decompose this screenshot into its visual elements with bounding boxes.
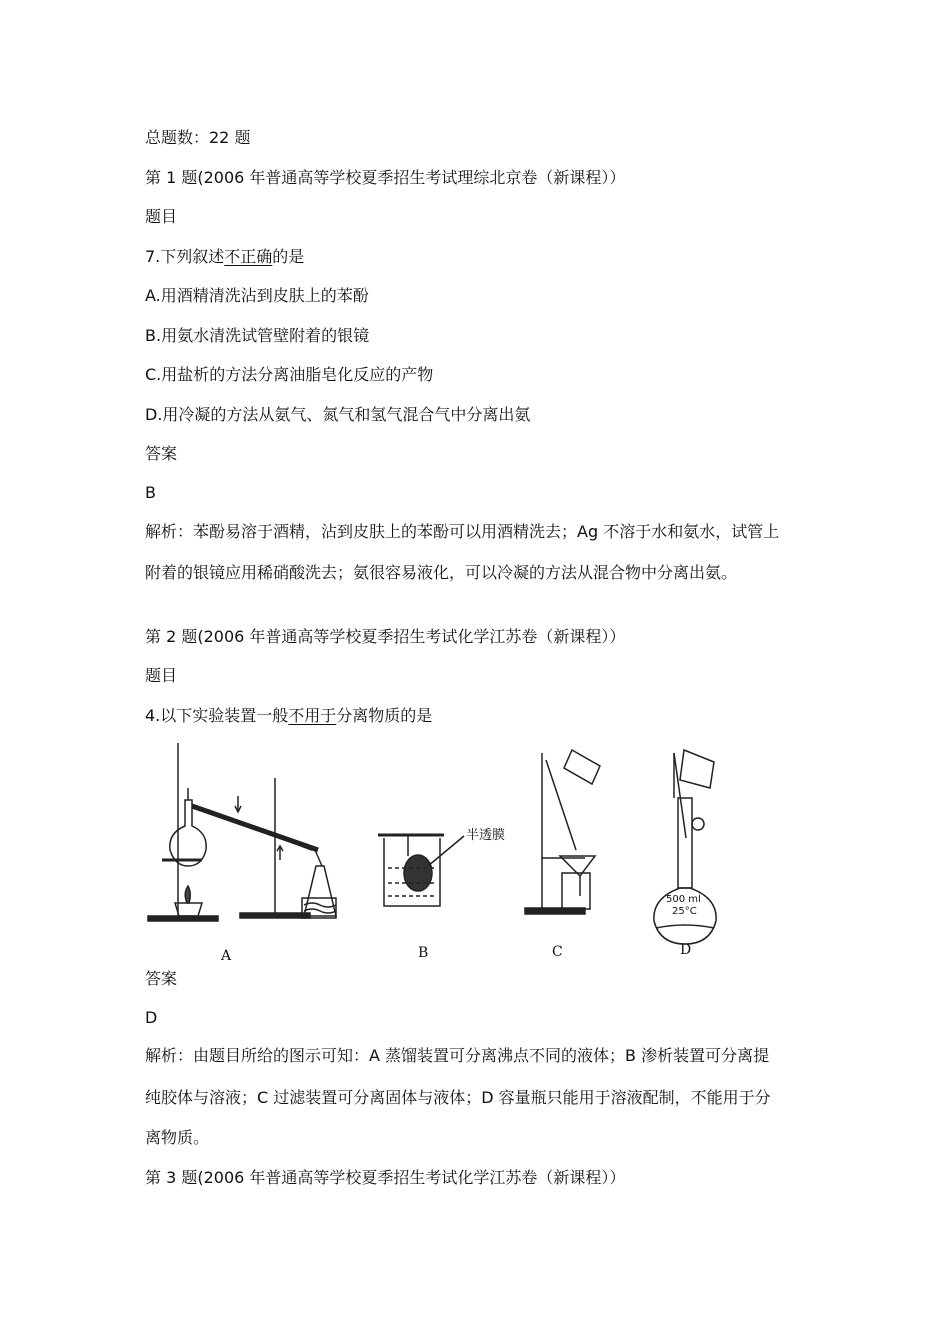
q1-stem-pre: 7.下列叙述 — [145, 247, 225, 266]
q1-answer: B — [145, 483, 156, 502]
q2-stem-underlined: 不用于 — [288, 706, 337, 725]
flask-volume: 500 ml — [666, 894, 701, 905]
distillation-apparatus — [148, 743, 336, 921]
filtration-apparatus — [525, 750, 600, 914]
q2-analysis-line-2: 纯胶体与溶液；C 过滤装置可分离固体与液体；D 容量瓶只能用于溶液配制，不能用于分 — [145, 1088, 771, 1107]
q2-section-label: 题目 — [145, 666, 178, 685]
q1-analysis-line-2: 附着的银镜应用稀硝酸洗去；氨很容易液化，可以冷凝的方法从混合物中分离出氨。 — [145, 563, 738, 582]
membrane-label: 半透膜 — [466, 828, 506, 843]
label-b: B — [418, 945, 429, 961]
q2-analysis-line-3: 离物质。 — [145, 1128, 210, 1147]
label-a: A — [221, 948, 232, 964]
q2-header: 第 2 题(2006 年普通高等学校夏季招生考试化学江苏卷（新课程）） — [145, 627, 626, 646]
q1-option-c: C.用盐析的方法分离油脂皂化反应的产物 — [145, 365, 434, 384]
q3-header: 第 3 题(2006 年普通高等学校夏季招生考试化学江苏卷（新课程）） — [145, 1168, 626, 1187]
q1-option-d: D.用冷凝的方法从氨气、氮气和氢气混合气中分离出氨 — [145, 405, 531, 424]
flask-temp: 25°C — [672, 906, 697, 917]
q1-section-label: 题目 — [145, 207, 178, 226]
q1-stem — [145, 246, 304, 268]
q1-option-a: A.用酒精清洗沾到皮肤上的苯酚 — [145, 286, 369, 305]
q2-answer: D — [145, 1008, 158, 1027]
q2-analysis-line-1: 解析：由题目所给的图示可知：A 蒸馏装置可分离沸点不同的液体；B 渗析装置可分离提 — [145, 1046, 770, 1065]
q1-analysis-line-1: 解析：苯酚易溶于酒精，沾到皮肤上的苯酚可以用酒精洗去；Ag 不溶于水和氨水，试管上 — [145, 522, 780, 541]
q1-stem-post: 的是 — [272, 247, 305, 266]
q1-answer-label: 答案 — [145, 444, 178, 463]
q1-stem-underlined: 不正确 — [224, 247, 273, 266]
apparatus-figure — [140, 738, 740, 968]
apparatus-drawing — [140, 738, 740, 968]
q2-answer-label: 答案 — [145, 969, 178, 988]
q1-option-b: B.用氨水清洗试管壁附着的银镜 — [145, 326, 370, 345]
q1-header: 第 1 题(2006 年普通高等学校夏季招生考试理综北京卷（新课程）） — [145, 168, 626, 187]
dialysis-apparatus — [378, 835, 464, 906]
q2-stem-post: 分离物质的是 — [336, 706, 433, 725]
q2-stem-pre: 4.以下实验装置一般 — [145, 706, 289, 725]
q2-stem — [145, 705, 432, 727]
label-c: C — [552, 944, 563, 960]
total-count: 总题数：22 题 — [145, 128, 251, 147]
label-d: D — [680, 942, 692, 958]
